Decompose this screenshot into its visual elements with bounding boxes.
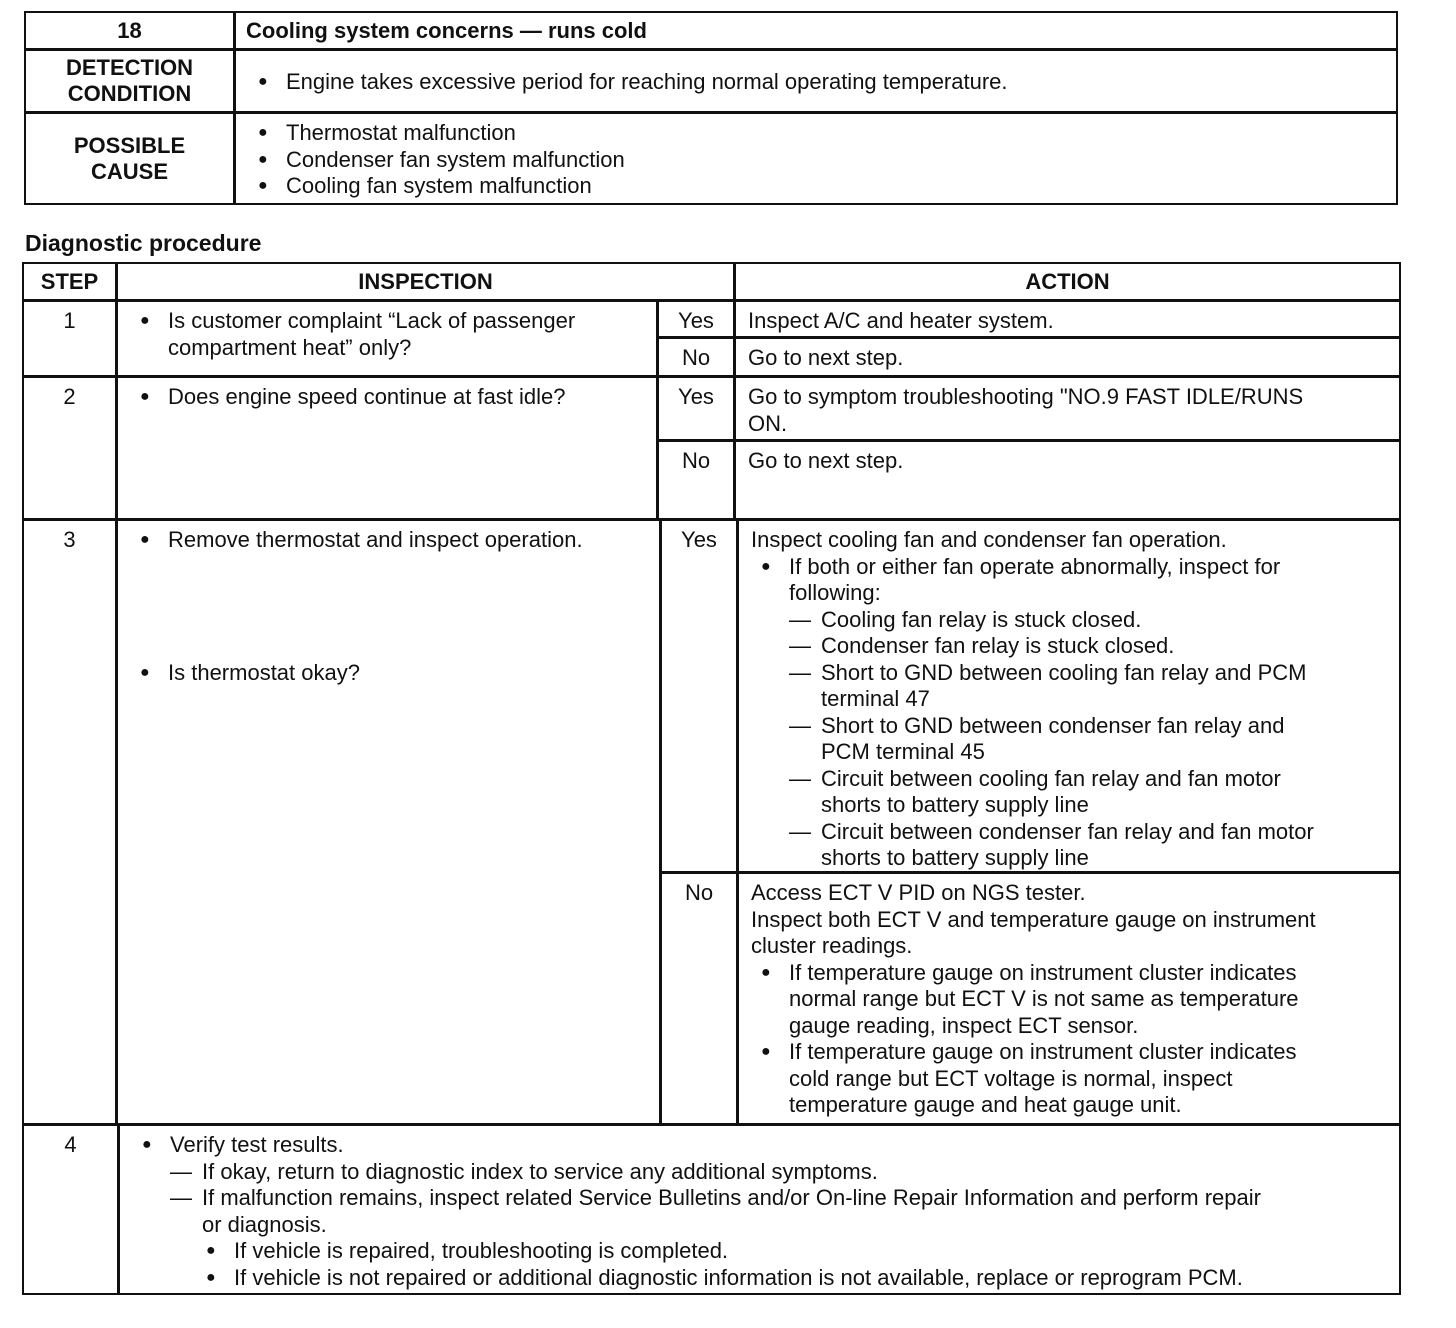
yes-label: Yes bbox=[660, 519, 738, 873]
dash-icon: — bbox=[170, 1158, 192, 1184]
text-line bbox=[739, 960, 1399, 987]
yes-action bbox=[734, 376, 1401, 441]
text-line bbox=[118, 660, 659, 687]
line-text: temperature gauge and heat gauge unit. bbox=[789, 1092, 1182, 1117]
line-text: terminal 47 bbox=[821, 686, 930, 711]
line-text: Inspect A/C and heater system. bbox=[748, 308, 1054, 333]
line-text: Go to symptom troubleshooting "NO.9 FAST IDLE/RUNS bbox=[748, 384, 1304, 409]
line-text: Verify test results. bbox=[170, 1132, 344, 1157]
symptom-number: 18 bbox=[24, 11, 235, 50]
line-text: Cooling fan relay is stuck closed. bbox=[821, 606, 1142, 632]
text-line bbox=[736, 384, 1399, 411]
no-label: No bbox=[660, 872, 738, 1125]
text-line bbox=[120, 1159, 1399, 1186]
bullet-icon: ● bbox=[140, 312, 150, 329]
line-text: Is thermostat okay? bbox=[168, 659, 360, 685]
dash-icon: — bbox=[789, 633, 811, 658]
dash-icon: — bbox=[789, 659, 811, 685]
line-text: If temperature gauge on instrument cluster indicates bbox=[789, 959, 1297, 985]
text-line bbox=[739, 766, 1399, 793]
yes-action bbox=[734, 300, 1401, 338]
line-text: If okay, return to diagnostic index to service any additional symptoms. bbox=[202, 1158, 878, 1184]
label-line: CAUSE bbox=[90, 158, 168, 184]
text-line bbox=[120, 1185, 1399, 1212]
text-line bbox=[736, 411, 1399, 438]
no-action bbox=[734, 337, 1401, 377]
line-text: Inspect cooling fan and condenser fan operation. bbox=[751, 527, 1227, 552]
text-line bbox=[236, 120, 1396, 147]
detection-condition bbox=[234, 49, 1398, 113]
bullet-icon: ● bbox=[761, 1043, 771, 1060]
line-text: If vehicle is not repaired or additional diagnostic information is not available, replace or reprogram PCM. bbox=[234, 1264, 1243, 1290]
line-text: normal range but ECT V is not same as temperature bbox=[789, 986, 1299, 1011]
text-line bbox=[120, 1212, 1399, 1239]
step-number: 4 bbox=[22, 1124, 119, 1295]
line-text: or diagnosis. bbox=[202, 1211, 327, 1237]
text-line bbox=[739, 933, 1399, 960]
step-number: 2 bbox=[22, 376, 117, 520]
bullet-icon: ● bbox=[140, 531, 150, 548]
text-line bbox=[739, 1092, 1399, 1119]
yes-label: Yes bbox=[657, 300, 735, 338]
text-line bbox=[120, 1238, 1399, 1265]
text-line bbox=[739, 819, 1399, 846]
text-line bbox=[118, 633, 659, 660]
text-line bbox=[739, 792, 1399, 819]
line-text: Access ECT V PID on NGS tester. bbox=[751, 880, 1086, 905]
dash-icon: — bbox=[789, 606, 811, 632]
symptom-title: Cooling system concerns — runs cold bbox=[234, 11, 1398, 50]
header-inspection: INSPECTION bbox=[116, 262, 735, 301]
text-line bbox=[739, 686, 1399, 713]
text-line bbox=[236, 173, 1396, 200]
line-text: Short to GND between condenser fan relay and bbox=[821, 712, 1285, 738]
bullet-icon: ● bbox=[761, 557, 771, 575]
no-action bbox=[734, 440, 1401, 520]
line-text: cluster readings. bbox=[751, 933, 913, 958]
possible-cause-label bbox=[24, 112, 235, 205]
text-line bbox=[120, 1265, 1399, 1292]
line-text: Go to next step. bbox=[748, 345, 904, 370]
text-line bbox=[739, 633, 1399, 660]
text-line bbox=[736, 345, 1399, 372]
bullet-icon: ● bbox=[206, 1268, 216, 1286]
bullet-icon: ● bbox=[206, 1242, 216, 1259]
line-text: Go to next step. bbox=[748, 448, 904, 473]
text-line bbox=[739, 845, 1399, 872]
text-line bbox=[236, 69, 1396, 96]
text-line bbox=[739, 986, 1399, 1013]
no-action bbox=[737, 872, 1401, 1125]
line-text: Engine takes excessive period for reaching normal operating temperature. bbox=[286, 69, 1008, 94]
line-text: Circuit between cooling fan relay and fan motor bbox=[821, 765, 1281, 791]
line-text: If both or either fan operate abnormally, inspect for bbox=[789, 553, 1281, 579]
line-text: If vehicle is repaired, troubleshooting is completed. bbox=[234, 1238, 729, 1263]
bullet-icon: ● bbox=[258, 177, 268, 194]
label-line: CONDITION bbox=[67, 81, 192, 106]
line-text: Thermostat malfunction bbox=[286, 120, 516, 145]
dash-icon: — bbox=[789, 712, 811, 738]
dash-icon: — bbox=[170, 1185, 192, 1210]
bullet-icon: ● bbox=[258, 73, 268, 90]
line-text: If malfunction remains, inspect related Service Bulletins and/or On-line Repair Information and perform repair bbox=[202, 1185, 1261, 1210]
text-line bbox=[739, 713, 1399, 740]
line-text: shorts to battery supply line bbox=[821, 792, 1089, 817]
yes-action bbox=[737, 519, 1401, 873]
text-line bbox=[739, 1013, 1399, 1040]
bullet-icon: ● bbox=[258, 150, 268, 168]
step-inspection bbox=[116, 300, 658, 377]
text-line bbox=[118, 607, 659, 634]
text-line bbox=[739, 527, 1399, 554]
text-line bbox=[739, 554, 1399, 581]
label-line: DETECTION bbox=[65, 55, 194, 80]
bullet-icon: ● bbox=[142, 1136, 152, 1153]
text-line bbox=[739, 607, 1399, 634]
line-text: Condenser fan relay is stuck closed. bbox=[821, 633, 1175, 658]
step-inspection bbox=[116, 519, 661, 1125]
text-line bbox=[118, 308, 656, 335]
no-label: No bbox=[657, 337, 735, 377]
yes-label: Yes bbox=[657, 376, 735, 441]
text-line bbox=[739, 660, 1399, 687]
bullet-icon: ● bbox=[258, 124, 268, 141]
text-line bbox=[739, 739, 1399, 766]
bullet-icon: ● bbox=[761, 963, 771, 981]
line-text: Short to GND between cooling fan relay and PCM bbox=[821, 659, 1307, 685]
line-text: Condenser fan system malfunction bbox=[286, 146, 625, 172]
text-line bbox=[236, 147, 1396, 174]
bullet-icon: ● bbox=[140, 663, 150, 681]
line-text: Does engine speed continue at fast idle? bbox=[168, 384, 566, 409]
text-line bbox=[739, 1039, 1399, 1066]
no-label: No bbox=[657, 440, 735, 520]
line-text: PCM terminal 45 bbox=[821, 739, 985, 764]
text-line bbox=[736, 448, 1399, 475]
text-line bbox=[118, 580, 659, 607]
line-text: shorts to battery supply line bbox=[821, 845, 1089, 870]
section-title: Diagnostic procedure bbox=[25, 230, 262, 256]
line-text: following: bbox=[789, 580, 881, 605]
text-line bbox=[739, 1066, 1399, 1093]
bullet-icon: ● bbox=[140, 388, 150, 405]
text-line bbox=[118, 527, 659, 554]
text-line bbox=[118, 384, 656, 411]
line-text: Circuit between condenser fan relay and fan motor bbox=[821, 818, 1314, 844]
line-text: Remove thermostat and inspect operation. bbox=[168, 527, 583, 552]
header-action: ACTION bbox=[734, 262, 1401, 301]
possible-causes bbox=[234, 112, 1398, 205]
text-line bbox=[739, 580, 1399, 607]
text-line bbox=[739, 880, 1399, 907]
line-text: If temperature gauge on instrument cluster indicates bbox=[789, 1039, 1297, 1064]
dash-icon: — bbox=[789, 818, 811, 844]
text-line bbox=[118, 335, 656, 362]
step-inspection bbox=[118, 1124, 1401, 1295]
text-line bbox=[120, 1132, 1399, 1159]
line-text: Inspect both ECT V and temperature gauge on instrument bbox=[751, 906, 1316, 932]
label-line: POSSIBLE bbox=[73, 132, 186, 158]
text-line bbox=[739, 907, 1399, 934]
step-number: 1 bbox=[22, 300, 117, 377]
line-text: compartment heat” only? bbox=[168, 334, 412, 360]
text-line bbox=[736, 308, 1399, 335]
step-inspection bbox=[116, 376, 658, 520]
header-step: STEP bbox=[22, 262, 117, 301]
text-line bbox=[118, 554, 659, 581]
line-text: gauge reading, inspect ECT sensor. bbox=[789, 1012, 1139, 1038]
line-text: cold range but ECT voltage is normal, inspect bbox=[789, 1065, 1233, 1091]
step-number: 3 bbox=[22, 519, 117, 1125]
line-text: ON. bbox=[748, 410, 788, 436]
detection-condition-label bbox=[24, 49, 235, 113]
line-text: Is customer complaint “Lack of passenger bbox=[168, 308, 576, 333]
line-text: Cooling fan system malfunction bbox=[286, 173, 592, 198]
dash-icon: — bbox=[789, 765, 811, 791]
